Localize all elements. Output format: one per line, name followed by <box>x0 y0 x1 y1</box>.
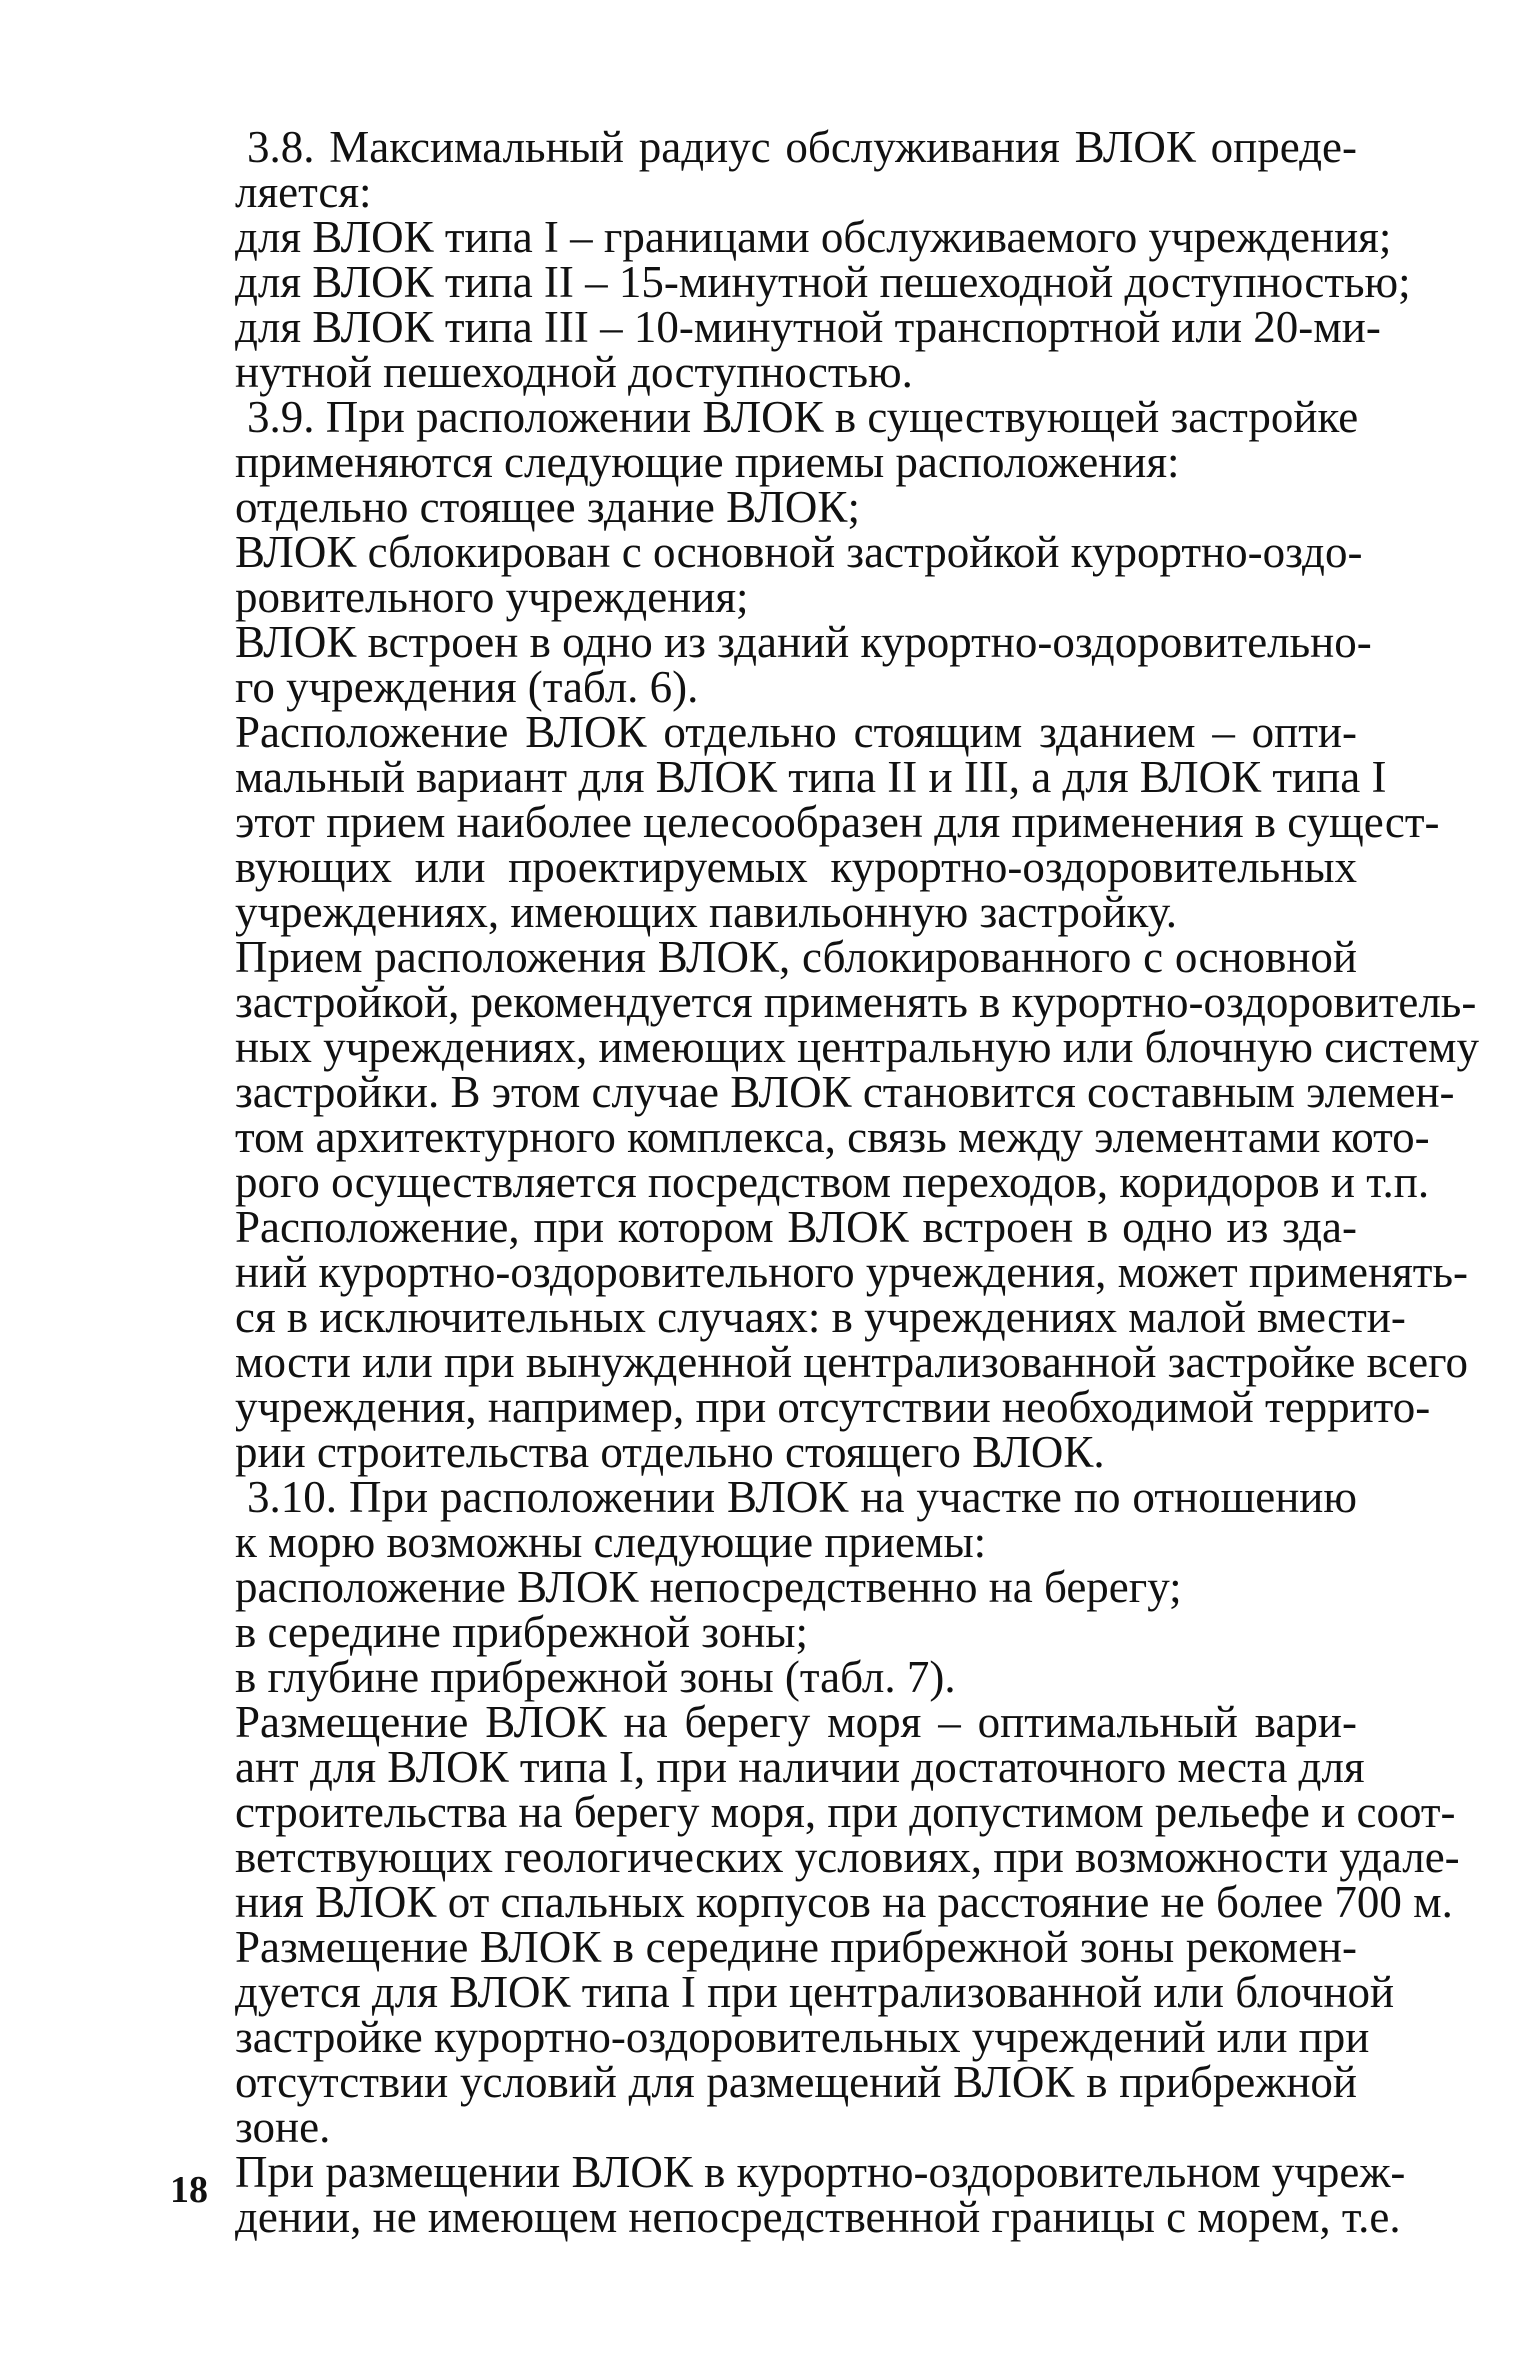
text-line: ант для ВЛОК типа I, при наличии достаточного места для <box>235 1742 1365 1792</box>
text-line: рого осуществляется посредством переходов, коридоров и т.п. <box>235 1157 1430 1207</box>
text-line: Расположение ВЛОК отдельно стоящим зданием – опти- <box>235 707 1357 757</box>
text-line: ровительного учреждения; <box>235 572 749 622</box>
text-line: Размещение ВЛОК в середине прибрежной зоны рекомен- <box>235 1922 1357 1972</box>
text-line: мальный вариант для ВЛОК типа II и III, а для ВЛОК типа I <box>235 752 1387 802</box>
text-line: том архитектурного комплекса, связь между элементами кото- <box>235 1112 1430 1162</box>
text-line: 3.10. При расположении ВЛОК на участке по отношению <box>247 1472 1357 1522</box>
text-line: нутной пешеходной доступностью. <box>235 347 913 397</box>
text-line: дении, не имеющем непосредственной границы с морем, т.е. <box>235 2192 1401 2242</box>
text-line: к морю возможны следующие приемы: <box>235 1517 987 1567</box>
text-line: вующих или проектируемых курортно-оздоровительных <box>235 842 1357 892</box>
text-line: отдельно стоящее здание ВЛОК; <box>235 482 860 532</box>
text-line: ветствующих геологических условиях, при возможности удале- <box>235 1832 1460 1882</box>
text-line: Прием расположения ВЛОК, сблокированного с основной <box>235 932 1357 982</box>
text-line: застройкой, рекомендуется применять в курортно-оздоровитель- <box>235 977 1477 1027</box>
text-line: ных учреждениях, имеющих центральную или блочную систему <box>235 1022 1479 1072</box>
text-line: Размещение ВЛОК на берегу моря – оптимальный вари- <box>235 1697 1357 1747</box>
page-body <box>235 122 1479 2242</box>
text-line: для ВЛОК типа III – 10-минутной транспортной или 20-ми- <box>235 302 1381 352</box>
text-line: ВЛОК встроен в одно из зданий курортно-оздоровительно- <box>235 617 1372 667</box>
text-line: зоне. <box>235 2102 331 2152</box>
text-line: Расположение, при котором ВЛОК встроен в одно из зда- <box>235 1202 1357 1252</box>
text-line: этот прием наиболее целесообразен для применения в сущест- <box>235 797 1440 847</box>
text-line: мости или при вынужденной централизованной застройке всего <box>235 1337 1468 1387</box>
text-line: го учреждения (табл. 6). <box>235 662 699 712</box>
text-line: для ВЛОК типа II – 15-минутной пешеходной доступностью; <box>235 257 1411 307</box>
text-line: ляется: <box>235 167 372 217</box>
page-number: 18 <box>170 2169 208 2211</box>
text-line: для ВЛОК типа I – границами обслуживаемого учреждения; <box>235 212 1392 262</box>
text-line: в глубине прибрежной зоны (табл. 7). <box>235 1652 956 1702</box>
text-line: ний курортно-оздоровительного урчеждения, может применять- <box>235 1247 1468 1297</box>
text-line: учреждения, например, при отсутствии необходимой террито- <box>235 1382 1431 1432</box>
text-line: 3.9. При расположении ВЛОК в существующей застройке <box>247 392 1359 442</box>
text-line: 3.8. Максимальный радиус обслуживания ВЛОК опреде- <box>247 122 1357 172</box>
text-line: в середине прибрежной зоны; <box>235 1607 809 1657</box>
text-line: отсутствии условий для размещений ВЛОК в прибрежной <box>235 2057 1357 2107</box>
text-line: ния ВЛОК от спальных корпусов на расстояние не более 700 м. <box>235 1877 1453 1927</box>
text-line: расположение ВЛОК непосредственно на берегу; <box>235 1562 1182 1612</box>
text-line: учреждениях, имеющих павильонную застройку. <box>235 887 1177 937</box>
text-line: ВЛОК сблокирован с основной застройкой курортно-оздо- <box>235 527 1363 577</box>
text-line: применяются следующие приемы расположения: <box>235 437 1180 487</box>
text-line: дуется для ВЛОК типа I при централизованной или блочной <box>235 1967 1395 2017</box>
text-line: рии строительства отдельно стоящего ВЛОК. <box>235 1427 1105 1477</box>
text-line: При размещении ВЛОК в курортно-оздоровительном учреж- <box>235 2147 1406 2197</box>
text-line: строительства на берегу моря, при допустимом рельефе и соот- <box>235 1787 1456 1837</box>
text-line: застройке курортно-оздоровительных учреждений или при <box>235 2012 1370 2062</box>
text-line: застройки. В этом случае ВЛОК становится составным элемен- <box>235 1067 1455 1117</box>
text-line: ся в исключительных случаях: в учреждениях малой вмести- <box>235 1292 1406 1342</box>
